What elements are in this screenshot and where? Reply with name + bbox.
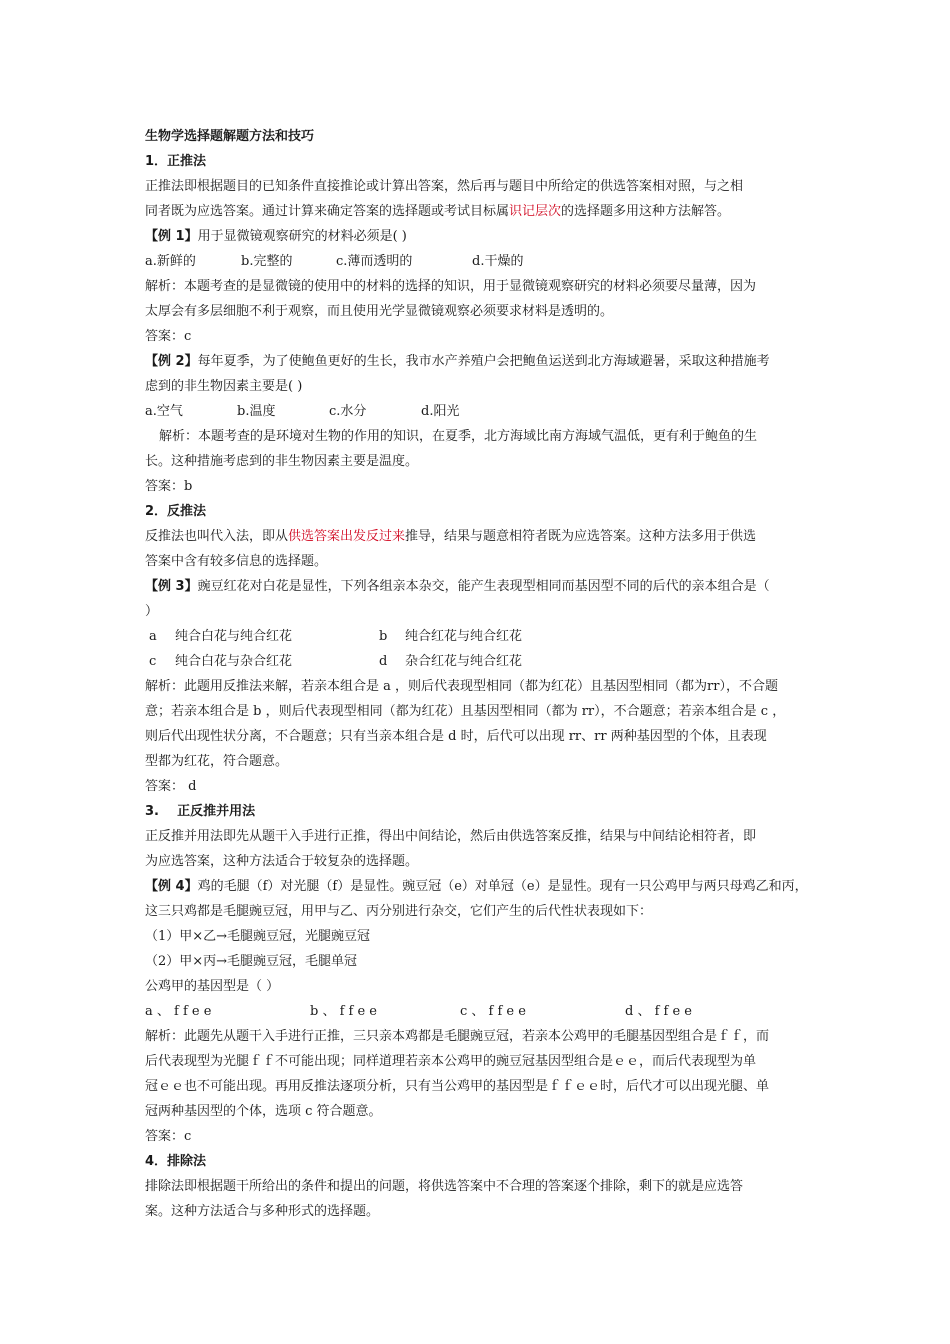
- cross-result: （1）甲×乙→毛腿豌豆冠，光腿豌豆冠: [145, 929, 371, 944]
- question-text: 鸡的毛腿（f）对光腿（f）是显性。豌豆冠（e）对单冠（e）是显性。现有一只公鸡甲与两只母鸡乙和丙，: [197, 879, 808, 894]
- analysis: 后代表现型为光腿ｆｆ不可能出现；同样道理若亲本公鸡甲的豌豆冠基因型组合是ｅｅ，而后代表现型为单: [145, 1054, 757, 1069]
- example-label: 【例 1】: [145, 229, 198, 244]
- example-question: [145, 349, 815, 374]
- analysis: 解析：此题用反推法来解，若亲本组合是 a ，则后代表现型相同（都为红花）且基因型相同（都为rr），不合题: [145, 679, 778, 694]
- option: [149, 649, 379, 674]
- highlight-text: 识记层次: [509, 204, 562, 219]
- highlight-text: 供选答案出发反过来: [288, 529, 406, 544]
- option-key: d: [379, 654, 388, 669]
- answer: 答案：b: [145, 479, 193, 494]
- option: d 、 f f e e: [625, 1004, 692, 1019]
- paragraph: 正反推并用法即先从题干入手进行正推，得出中间结论，然后由供选答案反推，结果与中间结论相符者，即: [145, 829, 757, 844]
- question-text: 用于显微镜观察研究的材料必须是( ): [197, 229, 407, 244]
- option: d.阳光: [421, 404, 460, 419]
- example-label: 【例 2】: [145, 354, 198, 369]
- paragraph: 答案中含有较多信息的选择题。: [145, 554, 328, 569]
- option: b 、 f f e e: [310, 1004, 377, 1019]
- option-text: 纯合白花与杂合红花: [175, 654, 293, 669]
- section-heading-3: 3. 正反推并用法: [145, 804, 256, 819]
- option: c.水分: [329, 404, 367, 419]
- section-heading-2: 2．反推法: [145, 504, 207, 519]
- option-text: 杂合红花与纯合红花: [405, 654, 523, 669]
- analysis: 型都为红花，符合题意。: [145, 754, 289, 769]
- option: a.新鲜的: [145, 254, 196, 269]
- text: 反推法也叫代入法，即从: [145, 529, 289, 544]
- paragraph: [145, 199, 815, 224]
- section-heading-4: 4．排除法: [145, 1154, 207, 1169]
- option: [149, 624, 379, 649]
- paragraph: 为应选答案，这种方法适合于较复杂的选择题。: [145, 854, 419, 869]
- example-label: 【例 4】: [145, 879, 198, 894]
- analysis: 解析：此题先从题干入手进行正推，三只亲本鸡都是毛腿豌豆冠，若亲本公鸡甲的毛腿基因型组合是ｆｆ，而: [145, 1029, 770, 1044]
- text: 同者既为应选答案。通过计算来确定答案的选择题或考试目标属: [145, 204, 510, 219]
- option-key: a: [149, 629, 157, 644]
- option-key: b: [379, 629, 388, 644]
- option-key: c: [149, 654, 157, 669]
- options-row: [145, 999, 815, 1024]
- example-question: [145, 224, 815, 249]
- option: a 、 f f e e: [145, 1004, 212, 1019]
- options-row: [145, 249, 815, 274]
- document-page: [145, 124, 815, 1224]
- question-text: 虑到的非生物因素主要是( ): [145, 379, 303, 394]
- text: 推导，结果与题意相符者既为应选答案。这种方法多用于供选: [405, 529, 757, 544]
- option: c.薄而透明的: [336, 254, 413, 269]
- example-question: [145, 874, 815, 899]
- answer: 答案：c: [145, 1129, 192, 1144]
- question-text: 豌豆红花对白花是显性，下列各组亲本杂交，能产生表现型相同而基因型不同的后代的亲本组合是（: [197, 579, 770, 594]
- text: 的选择题多用这种方法解答。: [561, 204, 731, 219]
- option-text: 纯合红花与纯合红花: [405, 629, 523, 644]
- option: d.干燥的: [472, 254, 524, 269]
- option: a.空气: [145, 404, 183, 419]
- question-text: 每年夏季，为了使鲍鱼更好的生长，我市水产养殖户会把鲍鱼运送到北方海域避暑，采取这种措施考: [197, 354, 770, 369]
- analysis: 长。这种措施考虑到的非生物因素主要是温度。: [145, 454, 419, 469]
- analysis: 则后代出现性状分离，不合题意；只有当亲本组合是 d 时，后代可以出现 rr、rr 两种基因型的个体，且表现: [145, 729, 767, 744]
- question-text: 公鸡甲的基因型是（ ）: [145, 979, 280, 994]
- answer: 答案：c: [145, 329, 192, 344]
- paragraph: [145, 524, 815, 549]
- option: c 、 f f e e: [460, 1004, 526, 1019]
- analysis: 冠两种基因型的个体，选项 c 符合题意。: [145, 1104, 382, 1119]
- option-text: 纯合白花与纯合红花: [175, 629, 293, 644]
- options-row: [145, 649, 815, 674]
- option: [379, 654, 522, 669]
- analysis: 意；若亲本组合是 b ，则后代表现型相同（都为红花）且基因型相同（都为 rr），不合题意；若亲本组合是 c ，: [145, 704, 786, 719]
- paragraph: 正推法即根据题目的已知条件直接推论或计算出答案，然后再与题目中所给定的供选答案相对照，与之相: [145, 179, 744, 194]
- analysis: 解析：本题考查的是环境对生物的作用的知识，在夏季，北方海域比南方海域气温低，更有利于鲍鱼的生: [159, 429, 758, 444]
- analysis: 太厚会有多层细胞不利于观察，而且使用光学显微镜观察必须要求材料是透明的。: [145, 304, 614, 319]
- options-row: [145, 624, 815, 649]
- cross-result: （2）甲×丙→毛腿豌豆冠，毛腿单冠: [145, 954, 358, 969]
- question-text: 这三只鸡都是毛腿豌豆冠，用甲与乙、丙分别进行杂交，它们产生的后代性状表现如下：: [145, 904, 653, 919]
- options-row: [145, 399, 815, 424]
- example-label: 【例 3】: [145, 579, 198, 594]
- option: b.温度: [237, 404, 276, 419]
- paragraph: 排除法即根据题干所给出的条件和提出的问题，将供选答案中不合理的答案逐个排除，剩下的就是应选答: [145, 1179, 744, 1194]
- option: [379, 629, 522, 644]
- document-title: 生物学选择题解题方法和技巧: [145, 129, 315, 144]
- question-text: ）: [145, 604, 159, 619]
- example-question: [145, 574, 815, 599]
- analysis: 解析：本题考查的是显微镜的使用中的材料的选择的知识，用于显微镜观察研究的材料必须要尽量薄，因为: [145, 279, 757, 294]
- section-heading-1: 1．正推法: [145, 154, 207, 169]
- paragraph: 案。这种方法适合与多种形式的选择题。: [145, 1204, 380, 1219]
- option: b.完整的: [241, 254, 293, 269]
- answer: 答案： d: [145, 779, 197, 794]
- analysis: 冠ｅｅ也不可能出现。再用反推法逐项分析，只有当公鸡甲的基因型是ｆｆｅｅ时，后代才可以出现光腿、单: [145, 1079, 770, 1094]
